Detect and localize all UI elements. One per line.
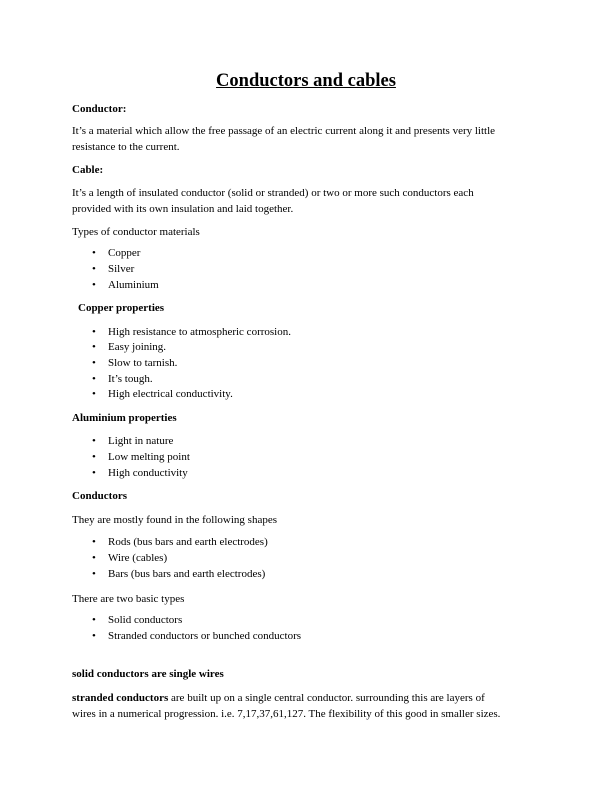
list-item: • Rods (bus bars and earth electrodes) <box>92 536 268 548</box>
list-item: • High conductivity <box>92 467 188 479</box>
copper-heading: Copper properties <box>78 302 165 314</box>
list-item: • Slow to tarnish. <box>92 357 178 369</box>
list-item: • Silver <box>92 263 135 275</box>
cable-heading: Cable: <box>72 164 104 176</box>
bullet-icon: • <box>92 467 96 479</box>
bullet-icon: • <box>92 357 96 369</box>
bullet-icon: • <box>92 373 96 385</box>
bullet-icon: • <box>92 388 96 400</box>
bullet-icon: • <box>92 341 96 353</box>
list-item: • Copper <box>92 247 141 259</box>
list-item: • Solid conductors <box>92 614 183 626</box>
bullet-icon: • <box>92 568 96 580</box>
types-intro: Types of conductor materials <box>72 226 200 238</box>
stranded-bold: stranded conductors <box>72 692 169 704</box>
stranded-text-line2: wires in a numerical progression. i.e. 7,17,37,61,127. The flexibility of this good in smaller sizes. <box>72 708 501 720</box>
bullet-icon: • <box>92 614 96 626</box>
list-item: • High resistance to atmospheric corrosion. <box>92 326 291 338</box>
shapes-intro: They are mostly found in the following shapes <box>72 514 277 526</box>
list-item: • Wire (cables) <box>92 552 168 564</box>
cable-text-line1: It’s a length of insulated conductor (solid or stranded) or two or more such conductors each <box>72 187 474 199</box>
list-item: • Stranded conductors or bunched conductors <box>92 630 302 642</box>
conductor-text-line1: It’s a material which allow the free passage of an electric current along it and presents very little <box>72 125 496 137</box>
list-item: • Aluminium <box>92 279 159 291</box>
list-item: • High electrical conductivity. <box>92 388 233 400</box>
conductor-text-line2: resistance to the current. <box>72 141 180 153</box>
list-item: • Light in nature <box>92 435 174 447</box>
bullet-icon: • <box>92 247 96 259</box>
aluminium-heading: Aluminium properties <box>72 412 177 424</box>
bullet-icon: • <box>92 279 96 291</box>
bullet-icon: • <box>92 536 96 548</box>
cable-text-line2: provided with its own insulation and laid together. <box>72 203 294 215</box>
list-item: • It’s tough. <box>92 373 153 385</box>
page-title: Conductors and cables <box>216 71 396 91</box>
conductor-heading: Conductor: <box>72 103 127 115</box>
bullet-icon: • <box>92 435 96 447</box>
list-item: • Easy joining. <box>92 341 167 353</box>
stranded-text-line1: stranded conductors are built up on a single central conductor. surrounding this are layers of <box>72 692 485 704</box>
bullet-icon: • <box>92 630 96 642</box>
list-item: • Bars (bus bars and earth electrodes) <box>92 568 266 580</box>
list-item: • Low melting point <box>92 451 190 463</box>
bullet-icon: • <box>92 326 96 338</box>
bullet-icon: • <box>92 451 96 463</box>
conductors-heading: Conductors <box>72 490 128 502</box>
solid-statement: solid conductors are single wires <box>72 668 224 680</box>
bullet-icon: • <box>92 552 96 564</box>
bullet-icon: • <box>92 263 96 275</box>
basic-types-intro: There are two basic types <box>72 593 185 605</box>
